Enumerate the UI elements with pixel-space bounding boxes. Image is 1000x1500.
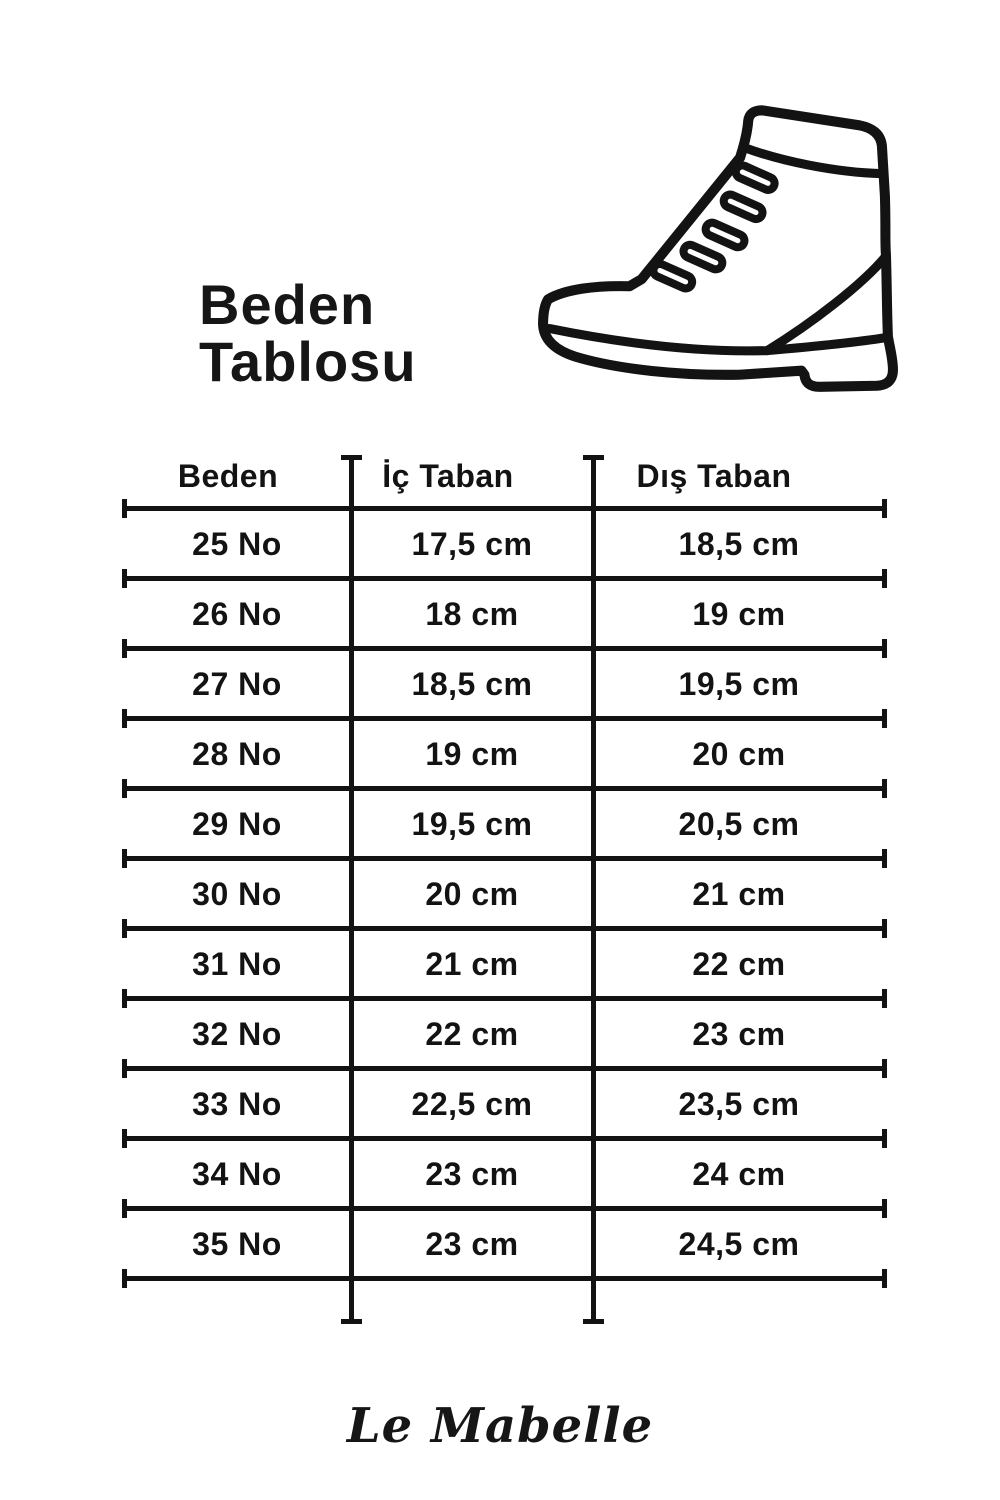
brand-logo: Le Mabelle [346,1398,654,1454]
inner-sole-cell: 19 cm [425,736,519,772]
size-cell: 26 No [192,596,282,632]
page-title-line2: Tablosu [199,330,417,393]
size-cell: 35 No [192,1226,282,1262]
size-cell: 27 No [192,666,282,702]
column-header-outer-sole: Dış Taban [636,457,792,494]
table-row [0,788,1000,858]
table-row [0,578,1000,648]
inner-sole-cell: 20 cm [425,876,519,912]
page-title [199,273,417,393]
outer-sole-cell: 19 cm [692,596,786,632]
size-cell: 34 No [192,1156,282,1192]
size-cell: 25 No [192,526,282,562]
boot-sole-line [549,328,767,350]
table-row [0,1138,1000,1208]
inner-sole-cell: 18 cm [425,596,519,632]
table-row [0,718,1000,788]
outer-sole-cell: 23 cm [692,1016,786,1052]
outer-sole-cell: 21 cm [692,876,786,912]
inner-sole-cell: 21 cm [425,946,519,982]
size-cell: 29 No [192,806,282,842]
column-header-size: Beden [177,457,279,494]
table-row [0,928,1000,998]
size-cell: 32 No [192,1016,282,1052]
outer-sole-cell: 19,5 cm [678,666,800,702]
outer-sole-cell: 20 cm [692,736,786,772]
inner-sole-cell: 23 cm [425,1156,519,1192]
table-row [0,1068,1000,1138]
inner-sole-cell: 22,5 cm [411,1086,533,1122]
boot-icon [533,85,903,397]
table-row [0,648,1000,718]
size-cell: 31 No [192,946,282,982]
size-cell: 30 No [192,876,282,912]
outer-sole-cell: 22 cm [692,946,786,982]
outer-sole-cell: 18,5 cm [678,526,800,562]
size-cell: 33 No [192,1086,282,1122]
table-row [0,1208,1000,1278]
outer-sole-cell: 20,5 cm [678,806,800,842]
outer-sole-cell: 24,5 cm [678,1226,800,1262]
outer-sole-cell: 24 cm [692,1156,786,1192]
inner-sole-cell: 19,5 cm [411,806,533,842]
inner-sole-cell: 17,5 cm [411,526,533,562]
page-title-line1: Beden [199,273,376,336]
table-row [0,998,1000,1068]
table-row [0,858,1000,928]
outer-sole-cell: 23,5 cm [678,1086,800,1122]
inner-sole-cell: 22 cm [425,1016,519,1052]
boot-collar-seam [744,147,883,173]
size-cell: 28 No [192,736,282,772]
inner-sole-cell: 18,5 cm [411,666,533,702]
inner-sole-cell: 23 cm [425,1226,519,1262]
table-row [0,508,1000,578]
column-header-inner-sole: İç Taban [382,457,514,494]
